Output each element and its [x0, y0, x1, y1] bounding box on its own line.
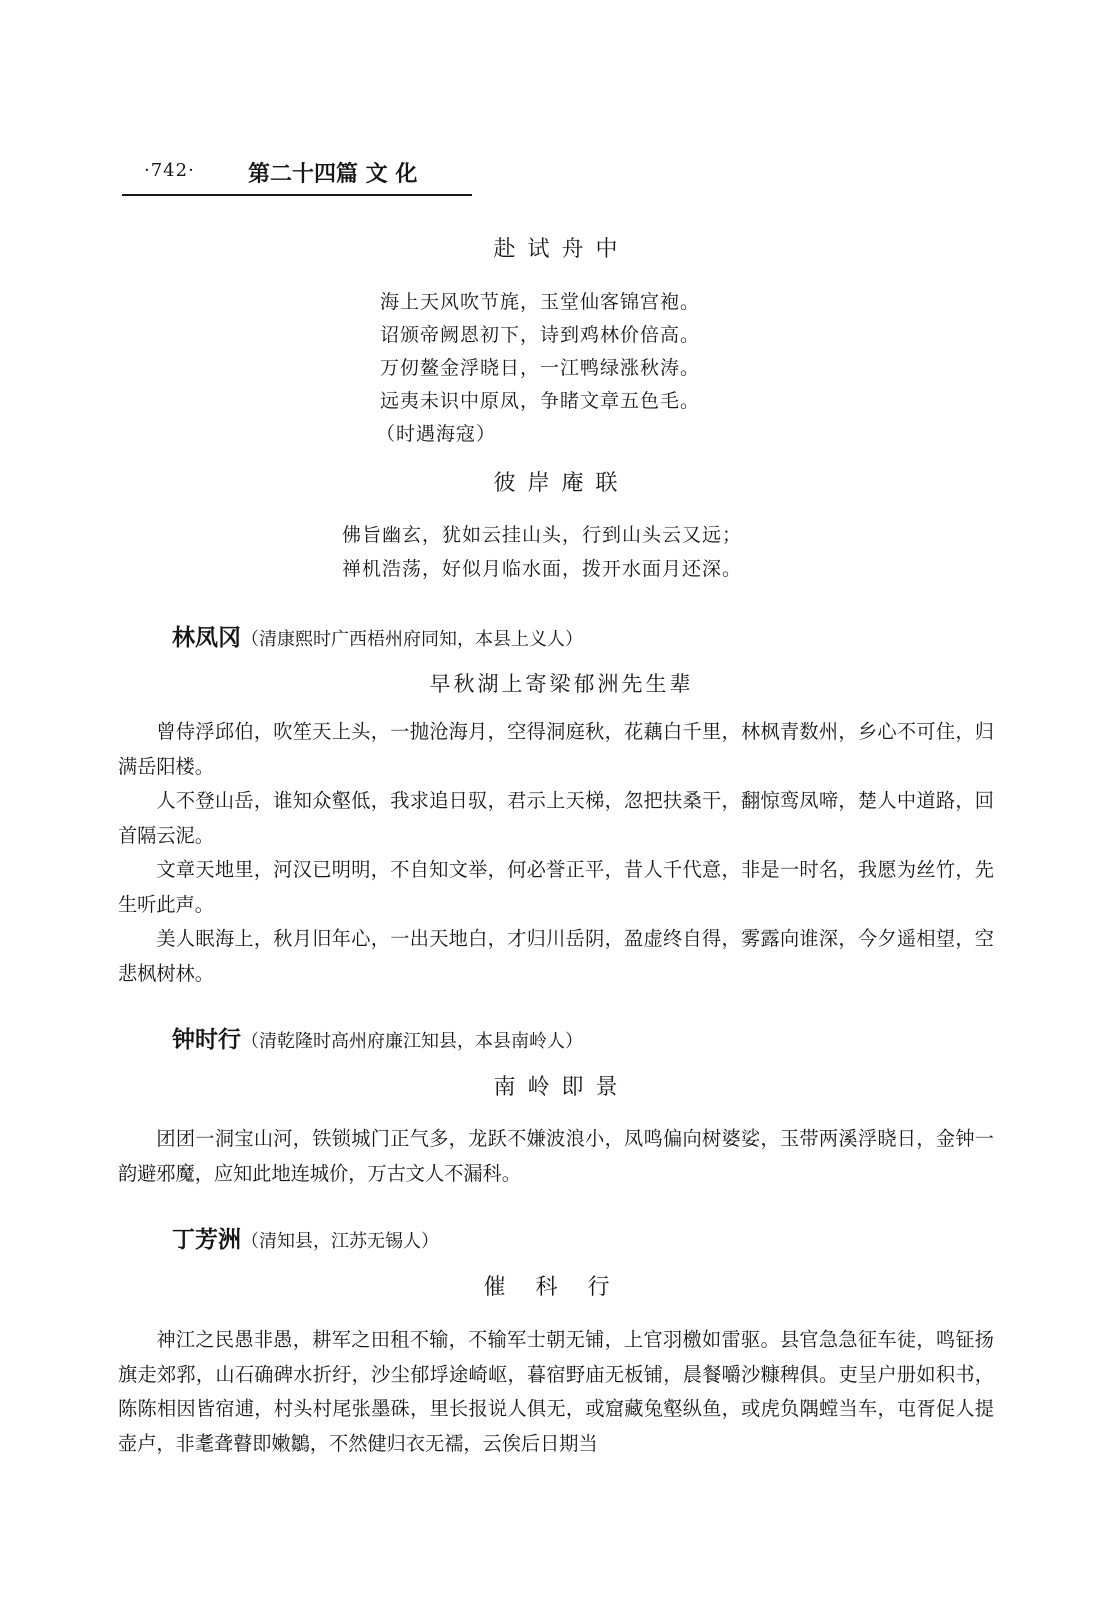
author-heading-3 — [172, 1221, 439, 1254]
couplet-line: 禅机浩荡，好似月临水面，拨开水面月还深。 — [342, 558, 743, 580]
author-note: （清知县，江苏无锡人） — [241, 1231, 439, 1252]
poem-title-1: 赴试舟中 — [493, 237, 630, 262]
section-title: 第二十四篇 文 化 — [248, 162, 418, 187]
author-name: 林凤冈 — [172, 625, 241, 651]
poem-title-4: 南岭即景 — [493, 1075, 630, 1100]
couplet-line: 佛旨幽玄，犹如云挂山头，行到山头云又远； — [342, 524, 743, 546]
prose-paragraph: 美人眠海上，秋月旧年心，一出天地白，才归川岳阴，盈虚终自得，雾露向谁深，今夕遥相望，空悲枫树林。 — [118, 927, 994, 985]
verse-line: 万仞鳌金浮晓日，一江鸭绿涨秋涛。 — [380, 357, 701, 379]
page-header — [122, 160, 472, 196]
page-number: ·742· — [144, 160, 195, 181]
author-note: （清康熙时广西梧州府同知，本县上义人） — [241, 629, 583, 650]
verse-line: 诏颁帝阙恩初下，诗到鸡林价倍高。 — [380, 324, 701, 346]
author-heading-1 — [172, 619, 583, 652]
verse-line: 远夷未识中原凤，争睹文章五色毛。 — [380, 390, 701, 412]
prose-paragraph: 人不登山岳，谁知众壑低，我求追日驭，君示上天梯，忽把扶桑干，翻惊鸾凤啼，楚人中道路，回首隔云泥。 — [118, 789, 994, 847]
author-note: （清乾隆时高州府廉江知县，本县南岭人） — [241, 1031, 583, 1052]
prose-paragraph: 神江之民愚非愚，耕军之田租不输，不输军士朝无铺，上官羽檄如雷驱。县官急急征车徒，鸣钲扬旗走郊郛，山石确碑水折纡，沙尘郁垺途崎岖，暮宿野庙无板铺，晨餐嚼沙糠稗俱。吏呈户册如积书，陈陈相因皆宿逋，村头村尾张墨硃，里长报说人俱无，或窟藏兔壑纵鱼，或虎负隅螳当车，屯胥促人提壶卢，非耄聋瞽即嫩鶵，不然健归衣无襦，云俟后日期当 — [118, 1328, 994, 1455]
verse-note: （时遇海寇） — [376, 423, 497, 445]
verse-line: 海上天风吹节旄，玉堂仙客锦宫袍。 — [380, 291, 701, 313]
prose-paragraph: 文章天地里，河汉已明明，不自知文举，何必誉正平，昔人千代意，非是一时名，我愿为丝竹，先生听此声。 — [118, 858, 994, 916]
author-name: 丁芳洲 — [172, 1227, 241, 1253]
poem-title-2: 彼岸庵联 — [493, 471, 630, 496]
author-name: 钟时行 — [172, 1027, 241, 1053]
poem-title-5: 催科行 — [483, 1275, 640, 1300]
prose-paragraph: 团团一洞宝山河，铁锁城门正气多，龙跃不嫌波浪小，凤鸣偏向树婆娑，玉带两溪浮晓日，金钟一韵避邪魔，应知此地连城价，万古文人不漏科。 — [118, 1127, 994, 1185]
poem-title-3: 早秋湖上寄梁郁洲先生辈 — [429, 672, 694, 696]
prose-paragraph: 曾侍浮邱伯，吹笙天上头，一抛沧海月，空得洞庭秋，花藕白千里，林枫青数州，乡心不可住，归满岳阳楼。 — [118, 720, 994, 778]
author-heading-2 — [172, 1021, 583, 1054]
